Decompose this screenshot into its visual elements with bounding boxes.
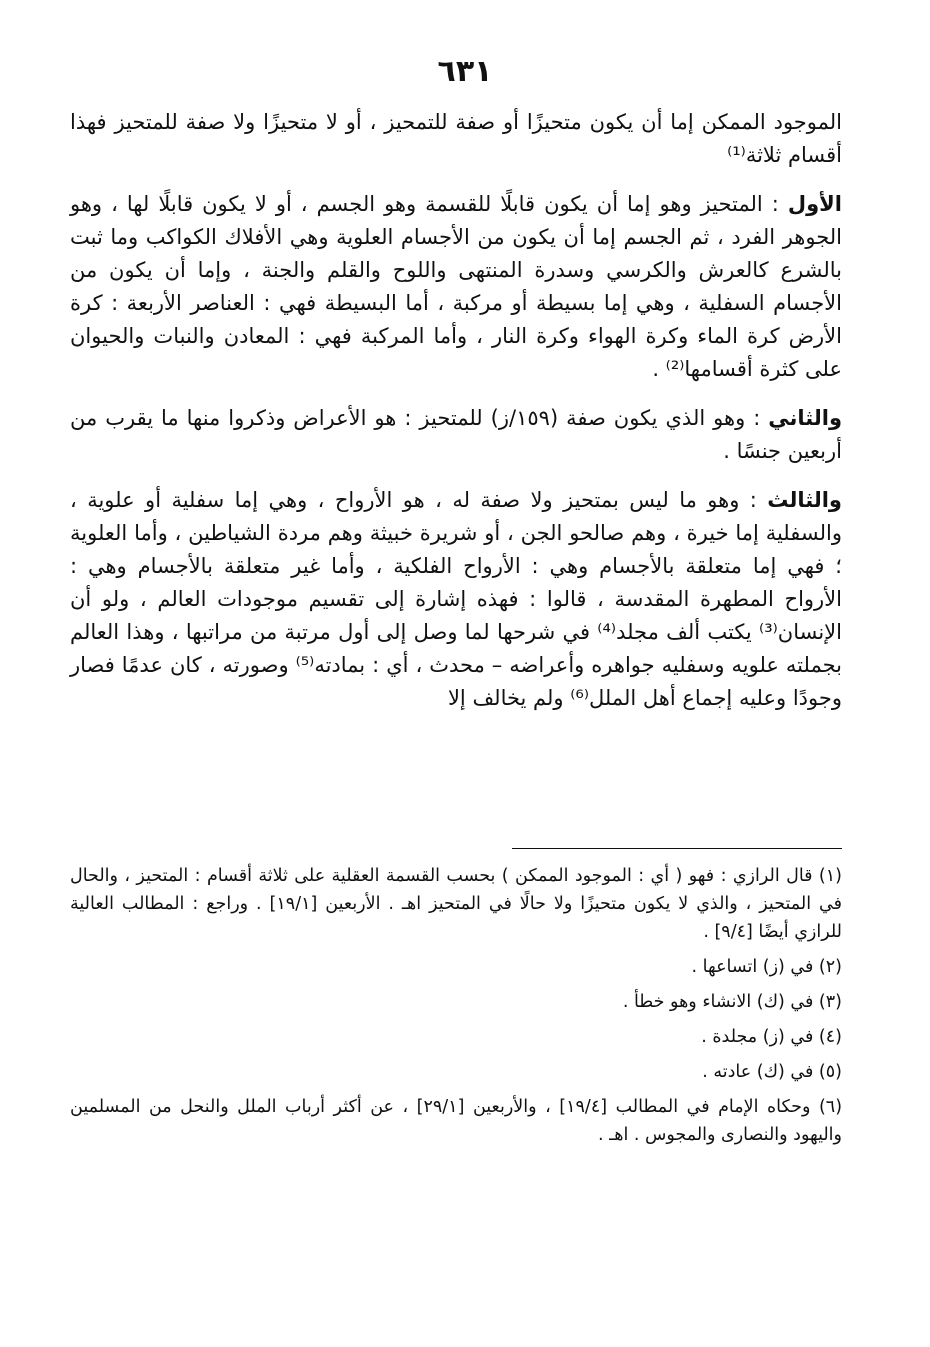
footnotes bbox=[70, 862, 842, 1156]
section-heading: الأول bbox=[787, 192, 842, 216]
main-text bbox=[70, 106, 842, 731]
paragraph-intro bbox=[70, 106, 842, 172]
paragraph-text: : وهو ما ليس بمتحيز ولا صفة له ، هو الأرواح ، وهي إما سفلية أو علوية ، والسفلية إما خيرة ، وهم صالحو الجن ، أو شريرة خبيثة وهم مردة الشياطين ، وأما العلوية ؛ فهي إما متعلقة بالأجسام وهي : الأرواح الفلكية ، وأما غير متعلقة بالأجسام وهي : الأرواح المطهرة المقدسة ، قالوا : فهذه إشارة إلى تقسيم موجودات العالم ، ولو أن الإنسان⁽³⁾ يكتب ألف مجلد⁽⁴⁾ في شرحها لما وصل إلى أول مرتبة من مراتبها ، وهذا العالم بجملته علويه وسفليه جواهره وأعراضه – محدث ، أي : بمادته⁽⁵⁾ وصورته ، كان عدمًا فصار وجودًا وعليه إجماع أهل الملل⁽⁶⁾ ولم يخالف إلا bbox=[70, 488, 842, 710]
paragraph-first-section bbox=[70, 188, 842, 386]
paragraph-text: الموجود الممكن إما أن يكون متحيزًا أو صفة للتمحيز ، أو لا متحيزًا ولا صفة للمتحيز فهذا أقسام ثلاثة⁽¹⁾ bbox=[70, 110, 842, 167]
paragraph-second-section bbox=[70, 402, 842, 468]
footnote-item: (٥) في (ك) عادته . bbox=[702, 1062, 842, 1082]
paragraph-third-section bbox=[70, 484, 842, 715]
footnote-item: (٦) وحكاه الإمام في المطالب [١٩/٤] ، والأربعين [٢٩/١] ، عن أكثر أرباب الملل والنحل من المسلمين واليهود والنصارى والمجوس . اهـ . bbox=[70, 1097, 843, 1145]
footnote-item: (١) قال الرازي : فهو ( أي : الموجود الممكن ) بحسب القسمة العقلية على ثلاثة أقسام : المتحيز ، والحال في المتحيز ، والذي لا يكون متحيزًا ولا حالًا في المتحيز اهـ . الأربعين [١٩/١] . وراجع : المطالب العالية للرازي أيضًا [٩/٤] . bbox=[70, 866, 842, 942]
footnote-item: (٢) في (ز) اتساعها . bbox=[691, 957, 842, 977]
footnote-divider bbox=[512, 848, 842, 849]
section-heading: والثاني bbox=[768, 406, 842, 430]
paragraph-text: : وهو الذي يكون صفة (١٥٩/ز) للمتحيز : هو الأعراض وذكروا منها ما يقرب من أربعين جنسًا . bbox=[70, 406, 842, 463]
paragraph-text: : المتحيز وهو إما أن يكون قابلًا للقسمة وهو الجسم ، أو لا يكون قابلًا لها ، وهو الجوهر الفرد ، ثم الجسم إما أن يكون من الأجسام العلوية وهي الأفلاك الكواكب وما ثبت بالشرع كالعرش والكرسي وسدرة المنتهى واللوح والقلم والجنة ، وإما أن يكون من الأجسام السفلية ، وهي إما بسيطة أو مركبة ، أما البسيطة فهي : العناصر الأربعة : كرة الأرض كرة الماء وكرة الهواء وكرة النار ، وأما المركبة فهي : المعادن والنبات والحيوان على كثرة أقسامها⁽²⁾ . bbox=[70, 192, 842, 381]
section-heading: والثالث bbox=[767, 488, 842, 512]
footnote-item: (٤) في (ز) مجلدة . bbox=[701, 1027, 842, 1047]
footnote-item: (٣) في (ك) الانشاء وهو خطأ . bbox=[622, 992, 842, 1012]
page-number: ٦٣١ bbox=[437, 54, 493, 89]
